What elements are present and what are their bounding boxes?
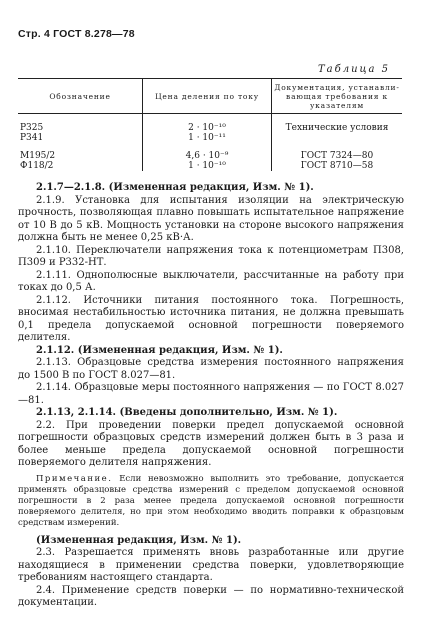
paragraph: 2.1.13. Образцовые средства измерения постоянного напряжения до 1500 В по ГОСТ 8.027—81. bbox=[18, 357, 404, 381]
table-5 bbox=[18, 78, 402, 171]
table-row bbox=[18, 151, 402, 171]
paragraph: 2.3. Разрешается применять вновь разработанные или другие находящиеся в применении средства поверки, удовлетворяющие требованиям настоящего стандарта. bbox=[18, 547, 404, 583]
price-cell: 1 · 10⁻¹⁰ bbox=[188, 161, 226, 171]
paragraph: 2.1.12. Источники питания постоянного тока. Погрешность, вносимая нестабильностью источника питания, не должна превышать 0,1 предела допускаемой основной погрешности поверяемого делителя. bbox=[18, 294, 404, 343]
paragraph: 2.1.13, 2.1.14. (Введены дополнительно, Изм. № 1). bbox=[36, 407, 338, 418]
table-row bbox=[18, 123, 402, 143]
price-cell: 1 · 10⁻¹¹ bbox=[188, 133, 226, 143]
column-header-designation: Обозначение bbox=[18, 79, 143, 114]
documentation-cell: ГОСТ 7324—80 bbox=[300, 151, 374, 161]
designation-cell: М195/2 bbox=[20, 151, 56, 161]
note bbox=[18, 474, 404, 529]
documentation-cell: ГОСТ 8710—58 bbox=[300, 161, 374, 171]
price-cell: 4,6 · 10⁻⁹ bbox=[185, 151, 229, 161]
paragraph: 2.1.7—2.1.8. (Измененная редакция, Изм. № 1). bbox=[36, 182, 314, 193]
paragraph: 2.1.11. Однополюсные выключатели, рассчитанные на работу при токах до 0,5 А. bbox=[18, 269, 404, 293]
paragraph: (Измененная редакция, Изм. № 1). bbox=[36, 534, 242, 546]
designation-cell: Р325 bbox=[20, 123, 44, 133]
paragraph: 2.1.9. Установка для испытания изоляции на электрическую прочность, позволяющая плавно повышать испытательное напряжение от 10 В до 5 кВ. Мощность установки на стороне высокого напряжения должна быть не менее 0,25 кВ·А. bbox=[18, 194, 404, 243]
body-text bbox=[18, 182, 404, 610]
price-cell: 2 · 10⁻¹⁰ bbox=[188, 123, 226, 133]
designation-cell: Р341 bbox=[20, 133, 44, 143]
paragraph: 2.2. При проведении поверки предел допускаемой основной погрешности образцовых средств измерений должен быть в 3 раза и более меньше предела допускаемой основной погрешности поверяемого делителя напряжения. bbox=[18, 419, 404, 468]
paragraph: 2.4. Применение средств поверки — по нормативно-технической документации. bbox=[18, 584, 404, 608]
note-text: Если невозможно выполнить это требование, допускается применять образцовые средства измерений с пределом допускаемой основной погрешности в 2 раза менее предела допускаемой основной погрешности поверяемого делителя, но при этом необходимо вводить поправки к образцовым средствам измерений. bbox=[18, 473, 404, 528]
column-header-documentation: Документация, устанавли- вающая требования к указателям bbox=[272, 79, 403, 114]
table-label: Таблица 5 bbox=[317, 64, 390, 75]
documentation-cell: Технические условия bbox=[285, 123, 389, 133]
column-header-division-price: Цена деления по току bbox=[143, 79, 272, 114]
paragraph: 2.1.14. Образцовые меры постоянного напряжения — по ГОСТ 8.027—81. bbox=[18, 382, 404, 406]
note-label: Примечание. bbox=[36, 473, 113, 484]
page-header: Стр. 4 ГОСТ 8.278—78 bbox=[18, 28, 135, 40]
designation-cell: Ф118/2 bbox=[20, 161, 54, 171]
paragraph: 2.1.12. (Измененная редакция, Изм. № 1). bbox=[36, 344, 283, 356]
paragraph: 2.1.10. Переключатели напряжения тока к потенциометрам П308, П309 и Р332-НТ. bbox=[18, 244, 404, 268]
